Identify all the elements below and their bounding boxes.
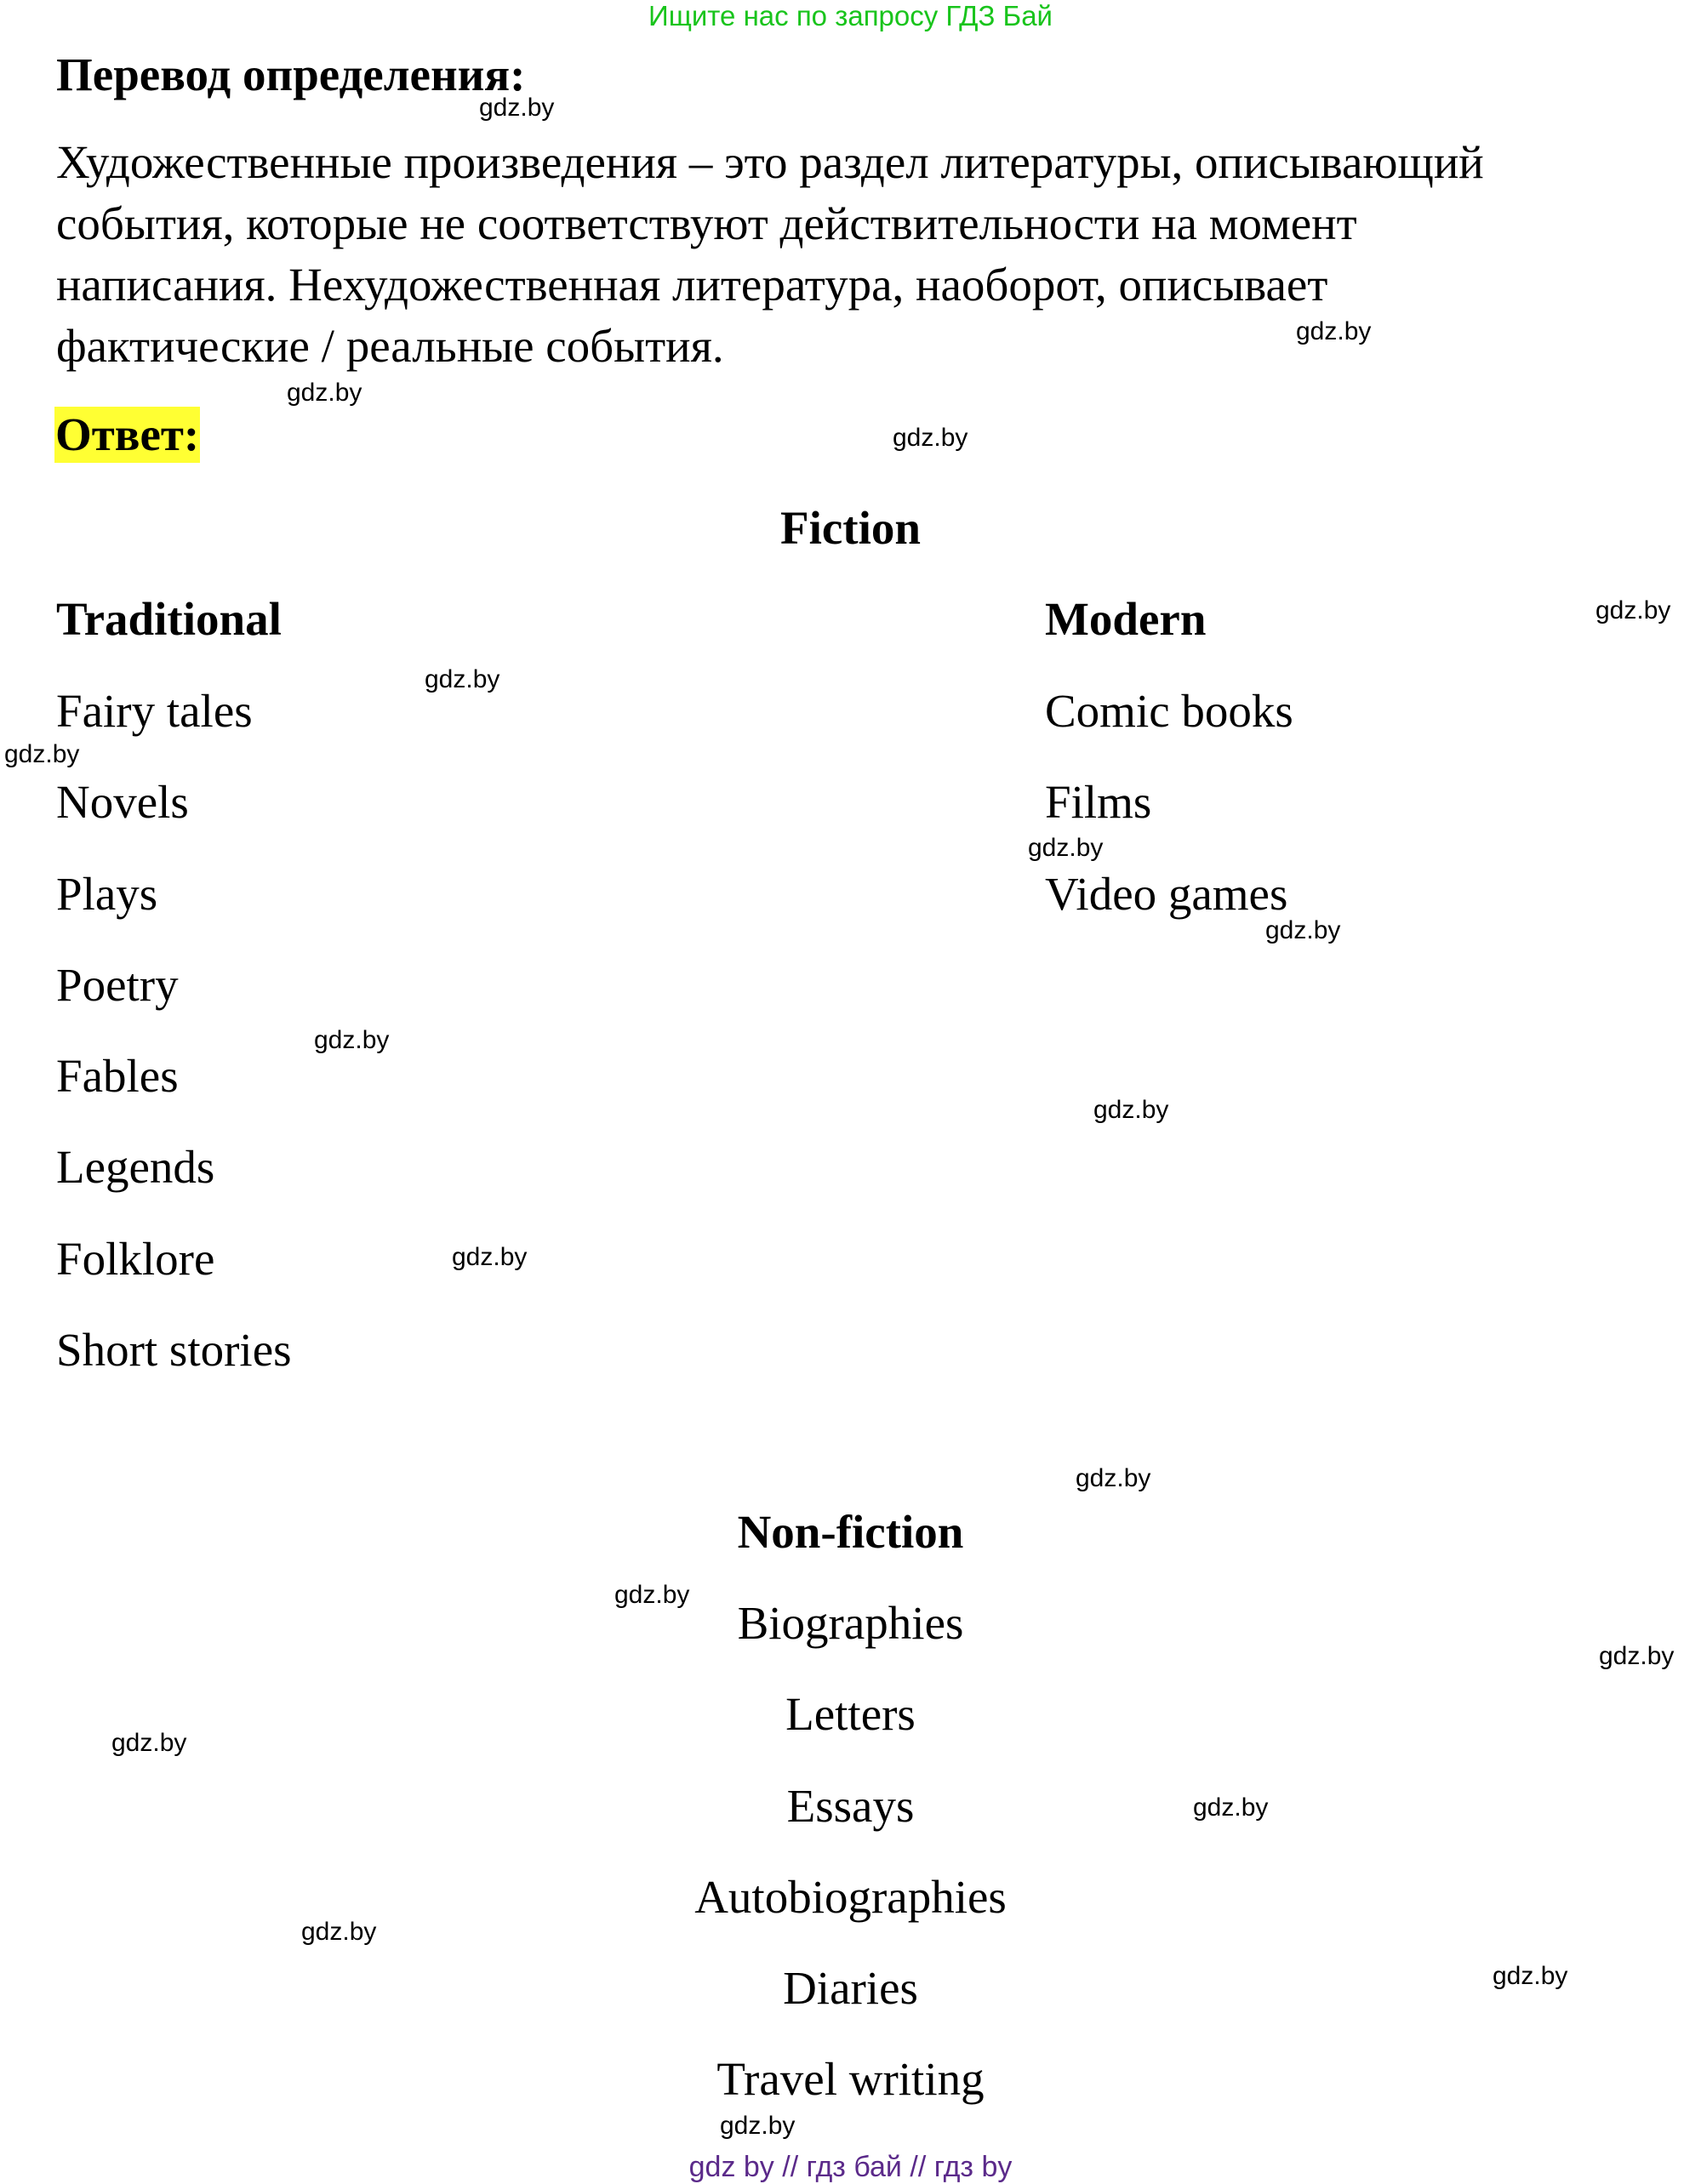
list-item-letters: Letters xyxy=(785,1688,916,1740)
watermark: gdz.by xyxy=(720,2112,796,2140)
definition-heading: Перевод определения: xyxy=(56,48,526,100)
list-item-plays: Plays xyxy=(56,868,158,920)
list-item-poetry: Poetry xyxy=(56,959,179,1011)
footer-links: gdz by // гдз бай // гдз by xyxy=(688,2151,1013,2183)
watermark: gdz.by xyxy=(111,1729,187,1757)
list-item-autobiographies: Autobiographies xyxy=(694,1871,1007,1923)
watermark: gdz.by xyxy=(452,1243,528,1271)
watermark: gdz.by xyxy=(1296,317,1372,345)
answer-label: Ответ: xyxy=(54,407,200,463)
list-item-novels: Novels xyxy=(56,776,189,828)
list-item-films: Films xyxy=(1045,776,1152,828)
definition-line: события, которые не соответствуют действительности на момент xyxy=(56,197,1357,249)
watermark: gdz.by xyxy=(4,740,80,768)
watermark: gdz.by xyxy=(1076,1464,1151,1492)
list-item-short-stories: Short stories xyxy=(56,1324,292,1376)
watermark: gdz.by xyxy=(1093,1096,1169,1124)
watermark: gdz.by xyxy=(479,94,555,122)
watermark: gdz.by xyxy=(314,1026,390,1054)
list-item-essays: Essays xyxy=(786,1780,915,1832)
watermark: gdz.by xyxy=(1595,596,1671,624)
watermark: gdz.by xyxy=(614,1581,690,1609)
definition-line: Художественные произведения – это раздел литературы, описывающий xyxy=(56,136,1484,188)
watermark: gdz.by xyxy=(893,424,968,452)
watermark: gdz.by xyxy=(1193,1793,1269,1822)
watermark: gdz.by xyxy=(287,379,362,407)
watermark: gdz.by xyxy=(1493,1962,1568,1990)
watermark: gdz.by xyxy=(1265,916,1341,944)
traditional-title: Traditional xyxy=(56,593,282,645)
fiction-title: Fiction xyxy=(780,502,921,554)
watermark: gdz.by xyxy=(1599,1642,1675,1670)
list-item-fables: Fables xyxy=(56,1050,179,1102)
list-item-fairy-tales: Fairy tales xyxy=(56,685,253,737)
nonfiction-title: Non-fiction xyxy=(737,1506,964,1558)
list-item-legends: Legends xyxy=(56,1141,215,1193)
list-item-diaries: Diaries xyxy=(783,1962,918,2014)
modern-title: Modern xyxy=(1045,593,1207,645)
list-item-video-games: Video games xyxy=(1045,868,1288,920)
definition-line: написания. Нехудожественная литература, наоборот, описывает xyxy=(56,259,1328,311)
search-banner: Ищите нас по запросу ГДЗ Бай xyxy=(648,0,1053,31)
list-item-comic-books: Comic books xyxy=(1045,685,1293,737)
list-item-biographies: Biographies xyxy=(737,1597,964,1649)
watermark: gdz.by xyxy=(1028,834,1104,862)
definition-line: фактические / реальные события. xyxy=(56,320,724,372)
list-item-folklore: Folklore xyxy=(56,1233,215,1285)
definition-paragraph xyxy=(56,132,1630,377)
list-item-travel-writing: Travel writing xyxy=(716,2053,985,2105)
watermark: gdz.by xyxy=(301,1918,377,1946)
watermark: gdz.by xyxy=(425,665,500,693)
